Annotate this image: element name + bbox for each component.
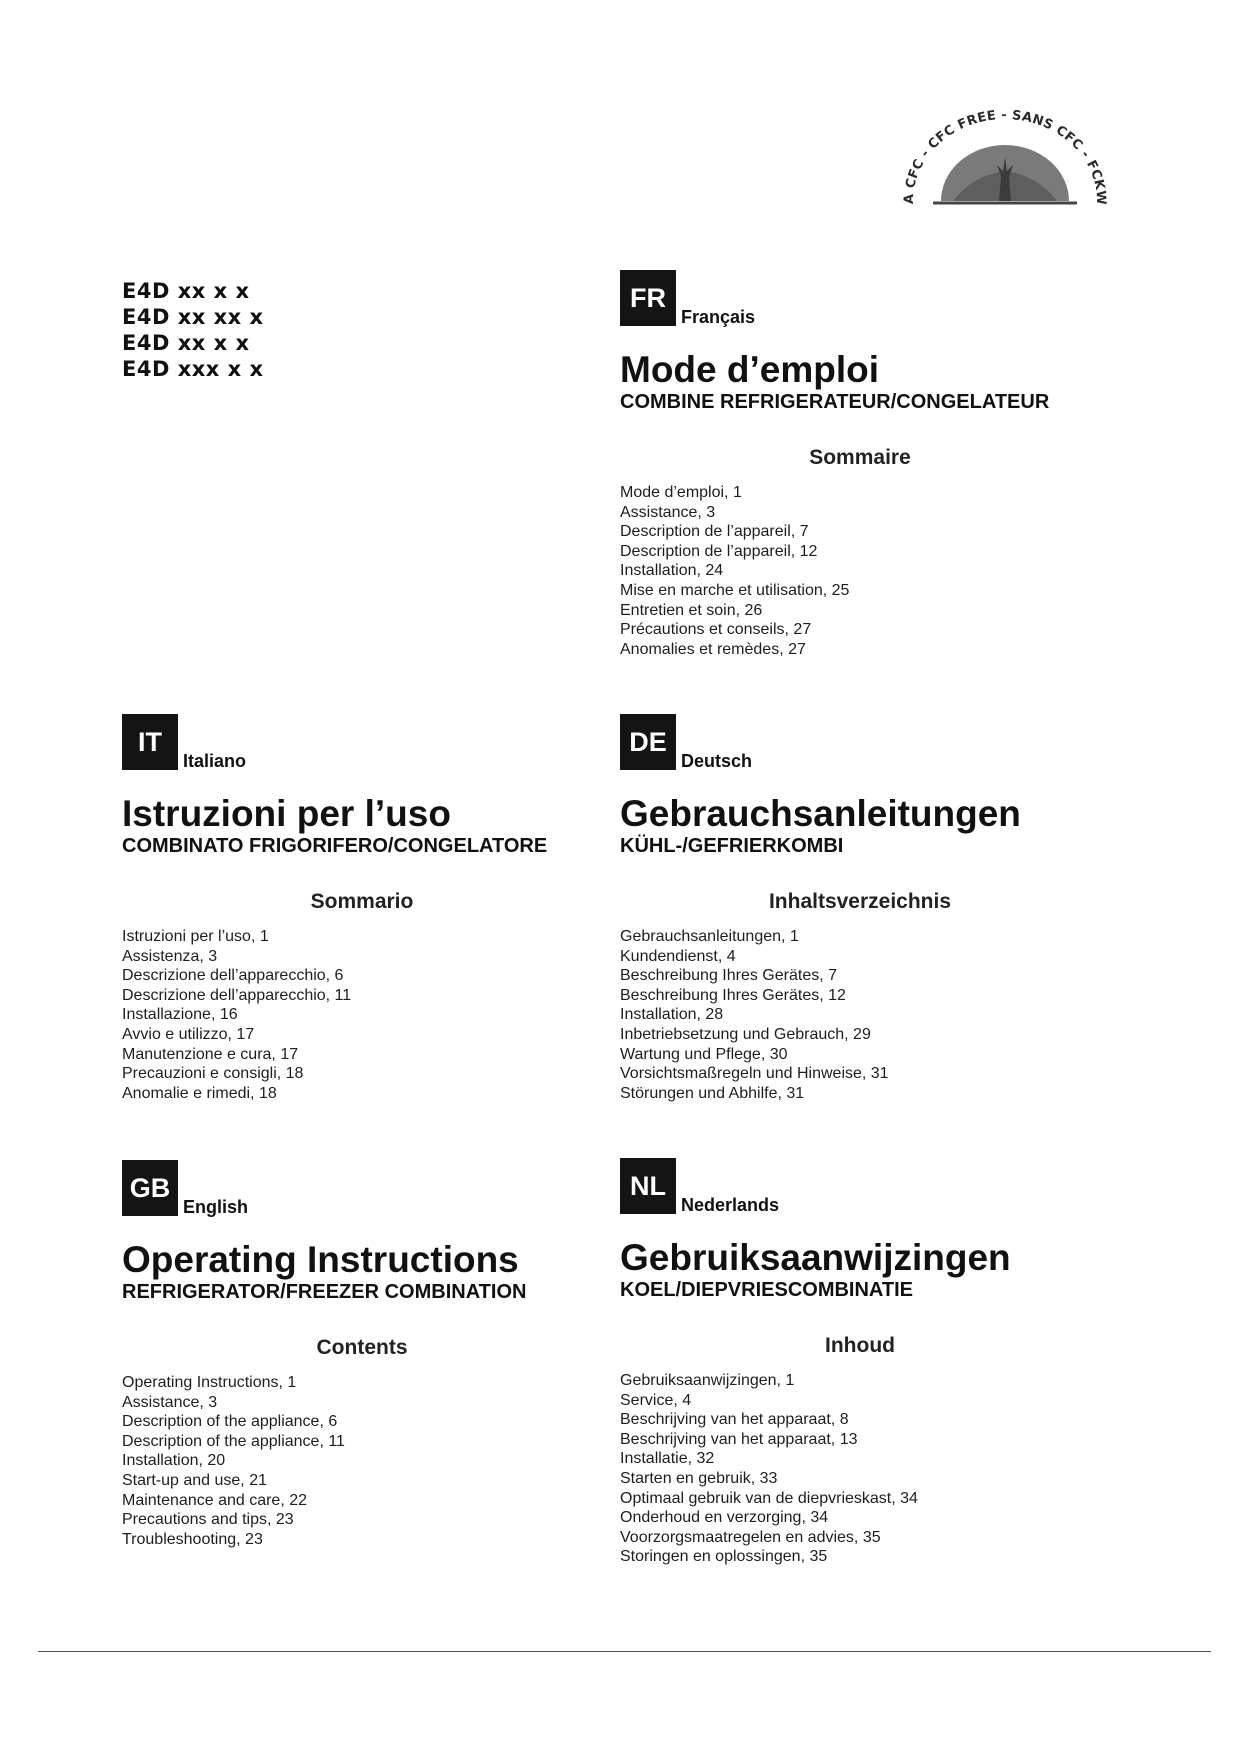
manual-subtitle: COMBINE REFRIGERATEUR/CONGELATEUR <box>620 391 1050 413</box>
language-badge: GB <box>122 1160 178 1216</box>
toc-entry: Installation, 20 <box>122 1452 226 1470</box>
toc-entry: Start-up and use, 21 <box>122 1471 267 1489</box>
toc-entry: Installation, 28 <box>620 1006 724 1024</box>
toc-entry: Service, 4 <box>620 1391 692 1409</box>
language-name: English <box>183 1197 249 1217</box>
toc-entry: Description of the appliance, 6 <box>122 1413 338 1431</box>
toc-entry: Manutenzione e cura, 17 <box>122 1045 299 1063</box>
toc-entry: Précautions et conseils, 27 <box>620 621 812 639</box>
manual-subtitle: KÜHL-/GEFRIERKOMBI <box>620 835 844 857</box>
language-header <box>620 714 1200 770</box>
toc-list <box>620 1371 1200 1567</box>
toc-entry: Kundendienst, 4 <box>620 947 736 965</box>
toc-entry: Descrizione dell’apparecchio, 11 <box>122 986 352 1004</box>
section-nl <box>620 1158 1200 1567</box>
language-name: Deutsch <box>681 751 753 771</box>
toc-entry: Assistance, 3 <box>620 503 716 521</box>
manual-title: Istruzioni per l’uso <box>122 793 451 834</box>
toc-heading: Contents <box>316 1336 408 1359</box>
section-fr <box>620 270 1200 659</box>
section-gb <box>122 1160 702 1549</box>
toc-heading: Inhoud <box>825 1334 895 1357</box>
toc-entry: Voorzorgsmaatregelen en advies, 35 <box>620 1528 881 1546</box>
model-number: E4D xx x x <box>122 331 250 355</box>
toc-entry: Installatie, 32 <box>620 1450 715 1468</box>
toc-entry: Anomalies et remèdes, 27 <box>620 640 806 658</box>
toc-entry: Entretien et soin, 26 <box>620 601 763 619</box>
cfc-free-logo <box>893 105 1113 213</box>
manual-title: Mode d’emploi <box>620 349 879 390</box>
toc-entry: Vorsichtsmaßregeln und Hinweise, 31 <box>620 1065 889 1083</box>
toc-list <box>620 483 1200 659</box>
toc-list <box>620 927 1200 1103</box>
toc-entry: Wartung und Pflege, 30 <box>620 1045 788 1063</box>
toc-entry: Gebrauchsanleitungen, 1 <box>620 928 799 945</box>
svg-text:SENZA CFC - CFC FREE - SANS CF: A CFC - CFC FREE - SANS CFC - FCKW <box>901 107 1109 206</box>
toc-entry: Inbetriebsetzung und Gebrauch, 29 <box>620 1025 871 1043</box>
toc-list <box>122 1373 702 1549</box>
toc-entry: Assistenza, 3 <box>122 947 218 965</box>
toc-entry: Description de l’appareil, 12 <box>620 542 818 560</box>
language-badge: DE <box>620 714 676 770</box>
manual-subtitle: REFRIGERATOR/FREEZER COMBINATION <box>122 1281 527 1303</box>
toc-entry: Beschrijving van het apparaat, 13 <box>620 1430 858 1448</box>
toc-entry: Descrizione dell’apparecchio, 6 <box>122 967 344 985</box>
language-header <box>122 1160 702 1216</box>
toc-entry: Assistance, 3 <box>122 1393 218 1411</box>
language-badge: IT <box>122 714 178 770</box>
toc-entry: Maintenance and care, 22 <box>122 1491 308 1509</box>
language-badge: NL <box>620 1158 676 1214</box>
toc-entry: Operating Instructions, 1 <box>122 1374 297 1391</box>
toc-list <box>122 927 702 1103</box>
manual-title: Gebrauchsanleitungen <box>620 793 1021 834</box>
language-header <box>620 270 1200 326</box>
toc-entry: Precauzioni e consigli, 18 <box>122 1065 304 1083</box>
toc-entry: Istruzioni per l’uso, 1 <box>122 928 269 945</box>
tree-icon <box>893 105 1113 213</box>
toc-entry: Onderhoud en verzorging, 34 <box>620 1509 829 1527</box>
toc-entry: Installazione, 16 <box>122 1006 238 1024</box>
toc-heading: Sommaire <box>809 446 911 469</box>
language-name: Italiano <box>183 751 247 771</box>
model-list <box>122 278 264 382</box>
manual-subtitle: KOEL/DIEPVRIESCOMBINATIE <box>620 1279 913 1301</box>
toc-entry: Anomalie e rimedi, 18 <box>122 1084 277 1102</box>
manual-subtitle: COMBINATO FRIGORIFERO/CONGELATORE <box>122 835 548 857</box>
toc-entry: Beschrijving van het apparaat, 8 <box>620 1411 849 1429</box>
toc-entry: Troubleshooting, 23 <box>122 1530 263 1548</box>
toc-entry: Gebruiksaanwijzingen, 1 <box>620 1372 795 1389</box>
section-de <box>620 714 1200 1103</box>
toc-entry: Beschreibung Ihres Gerätes, 7 <box>620 967 838 985</box>
manual-title: Operating Instructions <box>122 1239 519 1280</box>
manual-title: Gebruiksaanwijzingen <box>620 1237 1011 1278</box>
model-number: E4D xx xx x <box>122 305 264 329</box>
toc-entry: Optimaal gebruik van de diepvrieskast, 34 <box>620 1489 918 1507</box>
language-name: Nederlands <box>681 1195 780 1215</box>
toc-entry: Installation, 24 <box>620 562 724 580</box>
toc-entry: Starten en gebruik, 33 <box>620 1469 778 1487</box>
language-header <box>122 714 702 770</box>
toc-heading: Sommario <box>310 890 414 913</box>
model-number: E4D xx x x <box>122 279 250 303</box>
toc-entry: Mise en marche et utilisation, 25 <box>620 581 850 599</box>
toc-entry: Avvio e utilizzo, 17 <box>122 1025 255 1043</box>
toc-heading: Inhaltsverzeichnis <box>768 890 952 913</box>
toc-entry: Beschreibung Ihres Gerätes, 12 <box>620 986 846 1004</box>
toc-entry: Precautions and tips, 23 <box>122 1511 294 1529</box>
toc-entry: Störungen und Abhilfe, 31 <box>620 1084 805 1102</box>
language-header <box>620 1158 1200 1214</box>
toc-entry: Description de l’appareil, 7 <box>620 523 809 541</box>
language-name: Français <box>681 307 756 327</box>
toc-entry: Description of the appliance, 11 <box>122 1432 345 1450</box>
section-it <box>122 714 702 1103</box>
model-number: E4D xxx x x <box>122 357 264 381</box>
toc-entry: Storingen en oplossingen, 35 <box>620 1548 828 1566</box>
page-divider <box>38 1651 1211 1652</box>
language-badge: FR <box>620 270 676 326</box>
toc-entry: Mode d’emploi, 1 <box>620 484 742 501</box>
